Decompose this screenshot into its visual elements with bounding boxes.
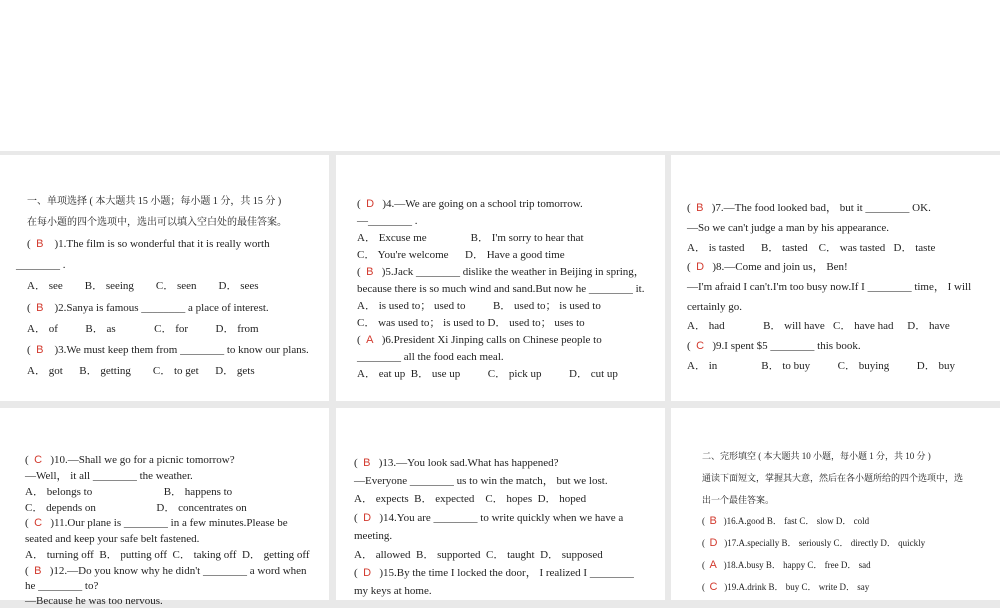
question-text: )3.We must keep them from ________ to know our plans. xyxy=(54,344,309,356)
page-panel-5 xyxy=(336,408,665,600)
question-text: )16.A.good B． fast C． slow D． cold xyxy=(723,516,870,526)
question-text: )12.—Do you know why he didn't ________ a word when xyxy=(49,565,307,577)
answer-mark: C xyxy=(34,454,43,466)
page-panel-1 xyxy=(0,155,329,401)
question-11: ( C )11.Our plane is ________ in a few minutes.Please be xyxy=(25,517,288,529)
question-11-line2: seated and keep your safe belt fastened. xyxy=(25,533,200,545)
question-14: ( D )14.You are ________ to write quickly when we have a xyxy=(354,512,624,524)
question-5-line2: because there is so much wind and sand.But now he ________ it. xyxy=(357,283,645,295)
answer-mark: B xyxy=(36,302,44,314)
question-8-options: A． had B． will have C． have had D． have xyxy=(687,320,950,332)
question-15-line2: my keys at home. xyxy=(354,585,432,597)
question-8-line2: —I'm afraid I can't.I'm too busy now.If I ________ time， I will xyxy=(687,281,972,293)
question-6: ( A )6.President Xi Jinping calls on Chinese people to xyxy=(357,334,602,346)
question-1-options: A． see B． seeing C． seen D． sees xyxy=(27,280,259,292)
question-text: )9.I spent $5 ________ this book. xyxy=(712,340,861,352)
page-panel-4 xyxy=(0,408,329,607)
question-text: )19.A.drink B． buy C． write D． say xyxy=(724,582,870,592)
question-7-options: A． is tasted B． tasted C． was tasted D． taste xyxy=(687,242,936,254)
question-text: )7.—The food looked bad， but it ________ OK. xyxy=(711,202,931,214)
answer-mark: D xyxy=(363,512,372,524)
question-text: )18.A.busy B． happy C． free D． sad xyxy=(723,560,871,570)
section-instruction: 在每小题的四个选项中，选出可以填入空白处的最佳答案。 xyxy=(27,217,287,228)
question-1-blank: ________ . xyxy=(16,259,66,271)
question-text: )10.—Shall we go for a picnic tomorrow? xyxy=(50,454,235,466)
question-text: )13.—You look sad.What has happened? xyxy=(378,457,559,469)
question-8-line3: certainly go. xyxy=(687,301,742,313)
question-1: ( B )1.The film is so wonderful that it is really worth xyxy=(27,238,270,250)
question-10-options-1: A． belongs to B． happens to xyxy=(25,486,233,498)
answer-mark: C xyxy=(34,517,43,529)
question-13: ( B )13.—You look sad.What has happened? xyxy=(354,457,559,469)
question-2: ( B )2.Sanya is famous ________ a place of interest. xyxy=(27,302,269,314)
question-text: )15.By the time I locked the door， I realized I ________ xyxy=(379,567,634,579)
question-10-line2: —Well， it all ________ the weather. xyxy=(25,470,193,482)
section-instruction-2: 出一个最佳答案。 xyxy=(702,495,775,505)
question-19: ( C )19.A.drink B． buy C． write D． say xyxy=(702,581,870,593)
question-text: )1.The film is so wonderful that it is really worth xyxy=(54,238,270,250)
answer-mark: B xyxy=(363,457,371,469)
question-14-line2: meeting. xyxy=(354,530,393,542)
section-header: 一、单项选择 ( 本大题共 15 小题；每小题 1 分，共 15 分 ) xyxy=(27,196,282,207)
question-text: )6.President Xi Jinping calls on Chinese people to xyxy=(381,334,602,346)
question-11-options: A． turning off B． putting off C． taking off D． getting off xyxy=(25,549,310,561)
question-7: ( B )7.—The food looked bad， but it ________ OK. xyxy=(687,202,931,214)
question-5: ( B )5.Jack ________ dislike the weather in Beijing in spring， xyxy=(357,266,645,278)
question-text: )5.Jack ________ dislike the weather in Beijing in spring， xyxy=(381,266,645,278)
page-panel-2 xyxy=(336,155,665,401)
question-5-options-1: A． is used to； used to B． used to； is used to xyxy=(357,300,601,312)
section-header: 二、完形填空 ( 本大题共 10 小题，每小题 1 分，共 10 分 ) xyxy=(702,451,931,461)
answer-mark: B xyxy=(709,515,717,527)
question-12-line2: he ________ to? xyxy=(25,580,99,592)
question-4: ( D )4.—We are going on a school trip tomorrow. xyxy=(357,198,583,210)
answer-mark: B xyxy=(696,202,704,214)
question-12-line3: —Because he was too nervous. xyxy=(25,595,163,607)
question-13-line2: —Everyone ________ us to win the match， but we lost. xyxy=(354,475,608,487)
section-instruction: 通读下面短文，掌握其大意，然后在各小题所给的四个选项中，选 xyxy=(702,473,964,483)
question-text: )8.—Come and join us， Ben! xyxy=(712,261,848,273)
question-14-options: A． allowed B． supported C． taught D． supposed xyxy=(354,549,603,561)
answer-mark: B xyxy=(34,565,42,577)
answer-mark: A xyxy=(366,334,374,346)
question-3: ( B )3.We must keep them from ________ to know our plans. xyxy=(27,344,309,356)
question-13-options: A． expects B． expected C． hopes D． hoped xyxy=(354,493,587,505)
answer-mark: D xyxy=(366,198,375,210)
question-5-options-2: C． was used to； is used to D． used to； uses to xyxy=(357,317,585,329)
question-text: )4.—We are going on a school trip tomorrow. xyxy=(382,198,583,210)
answer-mark: B xyxy=(36,344,44,356)
question-4-options-2: C． You're welcome D． Have a good time xyxy=(357,249,565,261)
question-text: )11.Our plane is ________ in a few minutes.Please be xyxy=(50,517,288,529)
question-16: ( B )16.A.good B． fast C． slow D． cold xyxy=(702,515,870,527)
question-8: ( D )8.—Come and join us， Ben! xyxy=(687,261,848,273)
question-4-options-1: A． Excuse me B． I'm sorry to hear that xyxy=(357,232,584,244)
question-18: ( A )18.A.busy B． happy C． free D． sad xyxy=(702,559,871,571)
question-9: ( C )9.I spent $5 ________ this book. xyxy=(687,340,861,352)
question-12: ( B )12.—Do you know why he didn't ________ a word when xyxy=(25,565,307,577)
page-panel-3 xyxy=(671,155,1000,401)
question-7-line2: —So we can't judge a man by his appearance. xyxy=(687,222,890,234)
answer-mark: D xyxy=(363,567,372,579)
question-4-line2: —________ . xyxy=(357,215,418,227)
question-text: )2.Sanya is famous ________ a place of interest. xyxy=(54,302,269,314)
answer-mark: B xyxy=(36,238,44,250)
question-2-options: A． of B． as C． for D． from xyxy=(27,323,259,335)
question-17: ( D )17.A.specially B． seriously C． directly D． quickly xyxy=(702,537,926,549)
answer-mark: C xyxy=(709,581,718,593)
question-text: )14.You are ________ to write quickly when we have a xyxy=(379,512,624,524)
question-6-line2: ________ all the food each meal. xyxy=(357,351,504,363)
answer-mark: B xyxy=(366,266,374,278)
answer-mark: C xyxy=(696,340,705,352)
answer-mark: A xyxy=(709,559,717,571)
answer-mark: D xyxy=(696,261,705,273)
question-text: )17.A.specially B． seriously C． directly D． quickly xyxy=(724,538,926,548)
question-3-options: A． got B． getting C． to get D． gets xyxy=(27,365,255,377)
page-panel-6 xyxy=(671,408,1000,600)
question-15: ( D )15.By the time I locked the door， I realized I ________ xyxy=(354,567,634,579)
question-6-options: A． eat up B． use up C． pick up D． cut up xyxy=(357,368,618,380)
answer-mark: D xyxy=(709,537,718,549)
question-9-options: A． in B． to buy C． buying D． buy xyxy=(687,360,955,372)
question-10: ( C )10.—Shall we go for a picnic tomorrow? xyxy=(25,454,235,466)
question-10-options-2: C． depends on D． concentrates on xyxy=(25,502,247,514)
top-blank-area xyxy=(0,0,1000,151)
